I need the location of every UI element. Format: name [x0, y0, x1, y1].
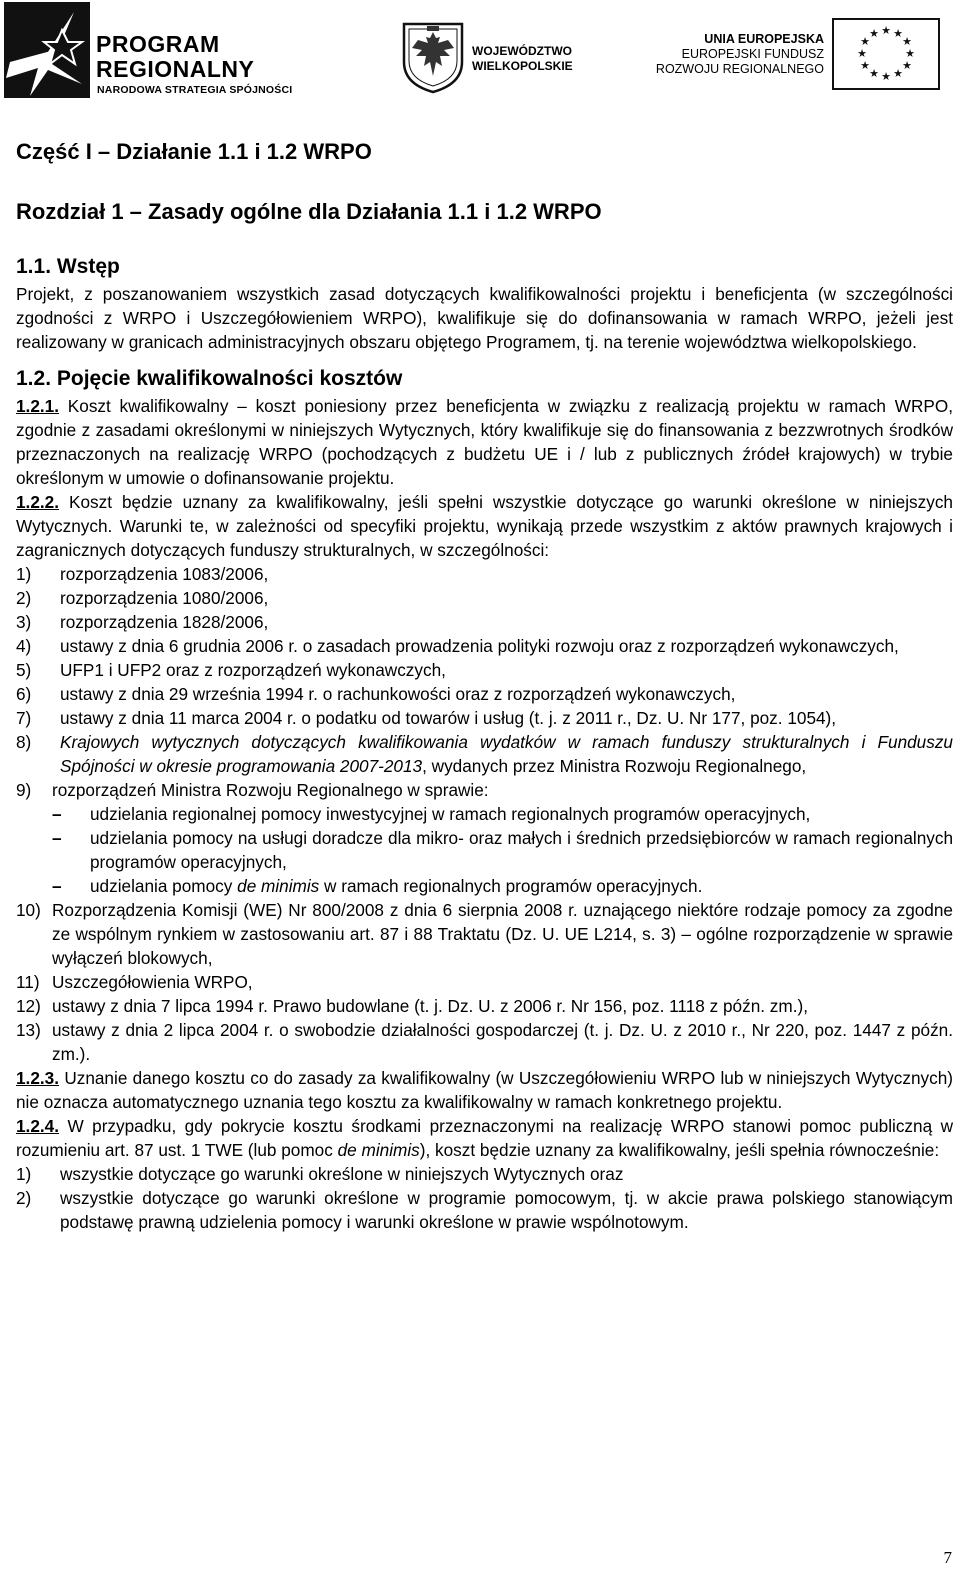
- list-item-text: rozporządzenia 1828/2006,: [60, 612, 269, 632]
- list-item: [16, 994, 953, 1018]
- svg-text:★: ★: [893, 27, 903, 40]
- paragraph-italic: de minimis: [337, 1140, 420, 1160]
- paragraph-1-2-4: [16, 1114, 953, 1162]
- list-item-text: ustawy z dnia 2 lipca 2004 r. o swobodzie działalności gospodarczej (t. j. Dz. U. z 2010 r., Nr 220, poz. 1447 z późn. zm.).: [52, 1020, 953, 1064]
- part-title: Część I – Działanie 1.1 i 1.2 WRPO: [16, 139, 372, 164]
- list-item: [16, 586, 953, 610]
- list-item-text: ustawy z dnia 29 września 1994 r. o rachunkowości oraz z rozporządzeń wykonawczych,: [60, 684, 736, 704]
- list-item-text: Uszczegółowienia WRPO,: [52, 972, 253, 992]
- program-logo-line3: NARODOWA STRATEGIA SPÓJNOŚCI: [97, 84, 293, 96]
- program-logo-line1: PROGRAM: [96, 31, 220, 57]
- list-item-number: 7): [16, 708, 32, 728]
- svg-text:★: ★: [881, 70, 891, 83]
- wojewodztwo-logo-line1: WOJEWÓDZTWO: [472, 44, 572, 58]
- svg-text:★: ★: [860, 59, 870, 72]
- paragraph-label: 1.2.3.: [16, 1068, 60, 1088]
- list-item-number: 10): [16, 900, 41, 920]
- wojewodztwo-logo: [400, 18, 600, 98]
- list-item-number: 13): [16, 1020, 41, 1040]
- sublist-item-text: w ramach regionalnych programów operacyjnych.: [319, 876, 703, 896]
- sublist-item-text: udzielania pomocy na usługi doradcze dla mikro- oraz małych i średnich przedsiębiorców w ramach regionalnych programów operacyjnych,: [90, 828, 953, 872]
- dash-bullet: –: [52, 804, 62, 824]
- list-item: [16, 634, 953, 658]
- list-item-text: rozporządzenia 1083/2006,: [60, 564, 269, 584]
- list-item-number: 12): [16, 996, 41, 1016]
- list-item-number: 2): [16, 588, 32, 608]
- svg-text:★: ★: [857, 47, 867, 60]
- paragraph-label: 1.2.4.: [16, 1116, 60, 1136]
- wojewodztwo-logo-line2: WIELKOPOLSKIE: [472, 59, 573, 73]
- paragraph-1-2-1: [16, 394, 953, 490]
- list-item: [16, 658, 953, 682]
- sublist-item-text: udzielania pomocy: [90, 876, 238, 896]
- list-item: [16, 610, 953, 634]
- list-item-number: 1): [16, 564, 32, 584]
- svg-text:★: ★: [860, 35, 870, 48]
- legal-acts-list-continued: [16, 778, 953, 802]
- list-item-text: ustawy z dnia 11 marca 2004 r. o podatku od towarów i usług (t. j. z 2011 r., Dz. U. Nr 177, poz. 1054),: [60, 708, 837, 728]
- paragraph-text: Koszt będzie uznany za kwalifikowalny, jeśli spełni wszystkie dotyczące go warunki określone w niniejszych Wytycznych. Warunki te, w zależności od specyfiki projektu, wynikają przede wszystkim z aktów prawnych krajowych i zagranicznych dotyczących funduszy strukturalnych, w szczególności:: [16, 492, 953, 560]
- list-item: [16, 778, 953, 802]
- paragraph-text: W przypadku, gdy pokrycie kosztu środkami przeznaczonymi na realizację WRPO stanowi pomoc publiczną w rozumieniu art. 87 ust. 1 TWE (lub pomoc: [16, 1116, 953, 1160]
- list-item-number: 9): [16, 780, 32, 800]
- conditions-list: [16, 1162, 953, 1234]
- sublist-item: [52, 874, 953, 898]
- svg-text:★: ★: [902, 35, 912, 48]
- list-item-text: Rozporządzenia Komisji (WE) Nr 800/2008 z dnia 6 sierpnia 2008 r. uznającego niektóre rodzaje pomocy za zgodne ze wspólnym rynkiem w zastosowaniu art. 87 i 88 Traktatu (Dz. U. UE L214, s. 3) – ogólne rozporządzenie w sprawie wyłączeń blokowych,: [52, 900, 953, 968]
- page-number: 7: [943, 1548, 952, 1567]
- svg-text:★: ★: [869, 67, 879, 80]
- list-item-number: 11): [16, 972, 40, 992]
- list-item-number: 3): [16, 612, 32, 632]
- eu-logo-line2: EUROPEJSKI FUNDUSZ: [681, 47, 824, 61]
- legal-acts-list-end: [16, 898, 953, 1066]
- list-item: [16, 1186, 953, 1234]
- list-item-number: 4): [16, 636, 32, 656]
- eu-logo-line3: ROZWOJU REGIONALNEGO: [655, 62, 824, 76]
- eu-flag-icon: [832, 18, 940, 90]
- list-item-text: ustawy z dnia 7 lipca 1994 r. Prawo budowlane (t. j. Dz. U. z 2006 r. Nr 156, poz. 1118 z późn. zm.),: [52, 996, 808, 1016]
- list-item-number: 8): [16, 732, 32, 752]
- list-item: [16, 682, 953, 706]
- list-item-number: 2): [16, 1188, 32, 1208]
- sublist-item-text: udzielania regionalnej pomocy inwestycyjnej w ramach regionalnych programów operacyjnych,: [90, 804, 811, 824]
- document-body: [16, 136, 953, 1234]
- list-item-italic-text: Krajowych wytycznych dotyczących kwalifikowania wydatków w ramach funduszy strukturalnych i Funduszu Spójności w okresie programowania 2007-2013: [60, 732, 953, 776]
- list-item-text: , wydanych przez Ministra Rozwoju Regionalnego,: [422, 756, 807, 776]
- list-item-text: rozporządzenia 1080/2006,: [60, 588, 269, 608]
- list-item: [16, 706, 953, 730]
- section-1-1-text: Projekt, z poszanowaniem wszystkich zasad dotyczących kwalifikowalności projektu i beneficjenta (w szczególności zgodności z WRPO i Uszczegółowieniem WRPO), kwalifikuje się do dofinansowania w ramach WRPO, jeżeli jest realizowany w granicach administracyjnych obszaru objętego Programem, tj. na terenie województwa wielkopolskiego.: [16, 284, 953, 352]
- chapter-title: Rozdział 1 – Zasady ogólne dla Działania 1.1 i 1.2 WRPO: [16, 199, 602, 224]
- dash-bullet: –: [52, 828, 62, 848]
- sublist-item: [52, 826, 953, 874]
- list-item-number: 5): [16, 660, 32, 680]
- svg-text:★: ★: [905, 47, 915, 60]
- svg-text:★: ★: [881, 24, 891, 37]
- svg-text:★: ★: [902, 59, 912, 72]
- list-item: [16, 730, 953, 778]
- paragraph-text: Uznanie danego kosztu co do zasady za kwalifikowalny (w Uszczegółowieniu WRPO lub w niniejszych Wytycznych) nie oznacza automatycznego uznania tego kosztu za kwalifikowalny w ramach konkretnego projektu.: [16, 1068, 953, 1112]
- list-item-text: wszystkie dotyczące go warunki określone w niniejszych Wytycznych oraz: [60, 1164, 624, 1184]
- list-item: [16, 898, 953, 970]
- paragraph-text: Koszt kwalifikowalny – koszt poniesiony przez beneficjenta w związku z realizacją projektu w ramach WRPO, zgodnie z zasadami określonymi w niniejszych Wytycznych, który kwalifikuje się do finansowania z bezzwrotnych środków przeznaczonych na realizację WRPO (pochodzących z budżetu UE i / lub z publicznych źródeł krajowych) w trybie określonym w umowie o dofinansowanie projektu.: [16, 396, 953, 488]
- program-star-logo-icon: [4, 2, 90, 98]
- svg-text:★: ★: [869, 27, 879, 40]
- eu-logo: [644, 18, 940, 94]
- sublist-item: [52, 802, 953, 826]
- list-item-text: ustawy z dnia 6 grudnia 2006 r. o zasadach prowadzenia polityki rozwoju oraz z rozporządzeń wykonawczych,: [60, 636, 899, 656]
- list-item-text: rozporządzeń Ministra Rozwoju Regionalnego w sprawie:: [52, 780, 489, 800]
- page-header: [0, 0, 960, 110]
- eu-logo-line1: UNIA EUROPEJSKA: [704, 32, 824, 46]
- list-item-text: UFP1 i UFP2 oraz z rozporządzeń wykonawczych,: [60, 660, 446, 680]
- dash-bullet: –: [52, 876, 62, 896]
- paragraph-1-2-3: [16, 1066, 953, 1114]
- svg-text:★: ★: [893, 67, 903, 80]
- section-heading-1-1: 1.1. Wstęp: [16, 255, 120, 278]
- legal-acts-list: [16, 562, 953, 778]
- section-heading-1-2: 1.2. Pojęcie kwalifikowalności kosztów: [16, 367, 403, 390]
- program-logo-line2: REGIONALNY: [96, 56, 255, 82]
- sublist-item-italic: de minimis: [237, 876, 320, 896]
- list-item: [16, 1162, 953, 1186]
- eagle-crest-icon: [400, 18, 466, 94]
- list-item-number: 1): [16, 1164, 32, 1184]
- paragraph-label: 1.2.2.: [16, 492, 60, 512]
- list-item: [16, 970, 953, 994]
- paragraph-text: ), koszt będzie uznany za kwalifikowalny, jeśli spełnia równocześnie:: [419, 1140, 940, 1160]
- program-regionalny-logo: [4, 2, 334, 102]
- list-item-number: 6): [16, 684, 32, 704]
- list-item: [16, 1018, 953, 1066]
- paragraph-1-2-2: [16, 490, 953, 562]
- list-item-text: wszystkie dotyczące go warunki określone w programie pomocowym, tj. w akcie prawa polskiego stanowiącym podstawę prawną udzielenia pomocy i warunki określone w prawie wspólnotowym.: [60, 1188, 953, 1232]
- list-item: [16, 562, 953, 586]
- paragraph-label: 1.2.1.: [16, 396, 60, 416]
- regulation-sublist: [16, 802, 953, 898]
